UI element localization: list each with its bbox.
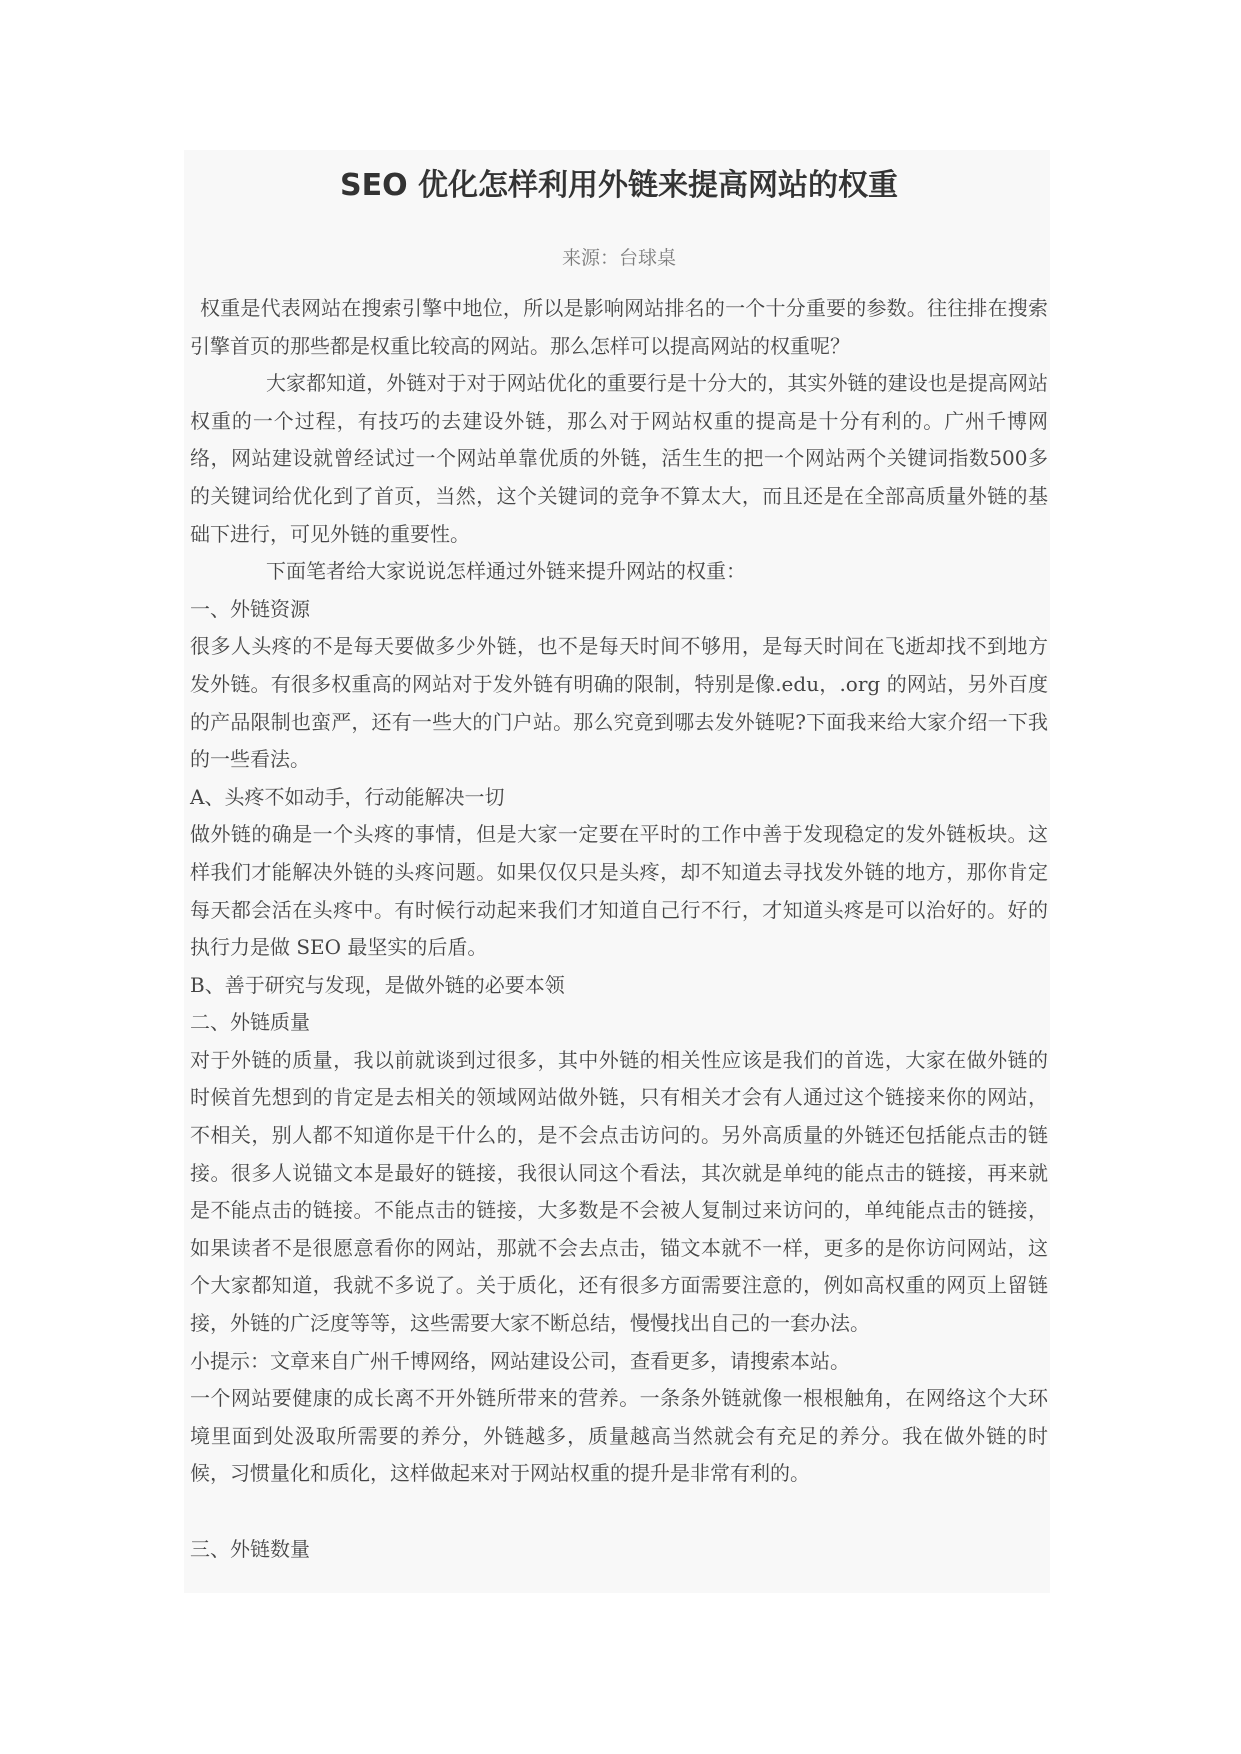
blank-line [190,1493,1048,1531]
article-source: 来源：台球桌 [561,247,676,269]
paragraph-intro: 权重是代表网站在搜索引擎中地位，所以是影响网站排名的一个十分重要的参数。往往排在搜索引擎首页的那些都是权重比较高的网站。那么怎样可以提高网站的权重呢？ [190,296,1048,358]
paragraph-link-resources: 很多人头疼的不是每天要做多少外链，也不是每天时间不够用，是每天时间在飞逝却找不到地方发外链。有很多权重高的网站对于发外链有明确的限制，特别是像.edu，.org 的网站，另外百度的产品限制也蛮严，还有一些大的门户站。那么究竟到哪去发外链呢?下面我来给大家介绍一下我的一些看法。 [190,634,1048,772]
section-heading-link-resources: 一、外链资源 [190,596,310,621]
section-heading-link-quality: 二、外链质量 [190,1010,310,1035]
article-body [190,290,1048,1568]
paragraph-external-links-importance: 大家都知道，外链对于对于网站优化的重要行是十分大的，其实外链的建设也是提高网站权重的一个过程，有技巧的去建设外链，那么对于网站权重的提高是十分有利的。广州千博网络，网站建设就曾经试过一个网站单靠优质的外链，活生生的把一个网站两个关键词指数500多的关键词给优化到了首页，当然，这个关键词的竞争不算太大，而且还是在全部高质量外链的基础下进行，可见外链的重要性。 [190,371,1048,546]
section-heading-link-quantity: 三、外链数量 [190,1536,310,1561]
paragraph-link-quality: 对于外链的质量，我以前就谈到过很多，其中外链的相关性应该是我们的首选，大家在做外链的时候首先想到的肯定是去相关的领域网站做外链，只有相关才会有人通过这个链接来你的网站，不相关，别人都不知道你是干什么的，是不会点击访问的。另外高质量的外链还包括能点击的链接。很多人说锚文本是最好的链接，我很认同这个看法，其次就是单纯的能点击的链接，再来就是不能点击的链接。不能点击的链接，大多数是不会被人复制过来访问的，单纯能点击的链接，如果读者不是很愿意看你的网站，那就不会去点击，锚文本就不一样，更多的是你访问网站，这个大家都知道，我就不多说了。关于质化，还有很多方面需要注意的，例如高权重的网页上留链接，外链的广泛度等等，这些需要大家不断总结，慢慢找出自己的一套办法。 [190,1047,1048,1336]
article-container [184,150,1050,1593]
paragraph-action: 做外链的确是一个头疼的事情，但是大家一定要在平时的工作中善于发现稳定的发外链板块。这样我们才能解决外链的头疼问题。如果仅仅只是头疼，却不知道去寻找发外链的地方，那你肯定每天都会活在头疼中。有时候行动起来我们才知道自己行不行，才知道头疼是可以治好的。好的执行力是做 SEO 最坚实的后盾。 [190,822,1048,960]
subheading-a: A、头疼不如动手，行动能解决一切 [190,784,505,809]
article-title: SEO 优化怎样利用外链来提高网站的权重 [339,168,899,203]
paragraph-tip: 小提示：文章来自广州千博网络，网站建设公司，查看更多，请搜索本站。 [190,1348,850,1373]
paragraph-nutrition: 一个网站要健康的成长离不开外链所带来的营养。一条条外链就像一根根触角，在网络这个大环境里面到处汲取所需要的养分，外链越多，质量越高当然就会有充足的养分。我在做外链的时候，习惯量化和质化，这样做起来对于网站权重的提升是非常有利的。 [190,1386,1048,1486]
subheading-b: B、善于研究与发现，是做外链的必要本领 [190,972,565,997]
paragraph-lead-in: 下面笔者给大家说说怎样通过外链来提升网站的权重： [266,559,746,584]
